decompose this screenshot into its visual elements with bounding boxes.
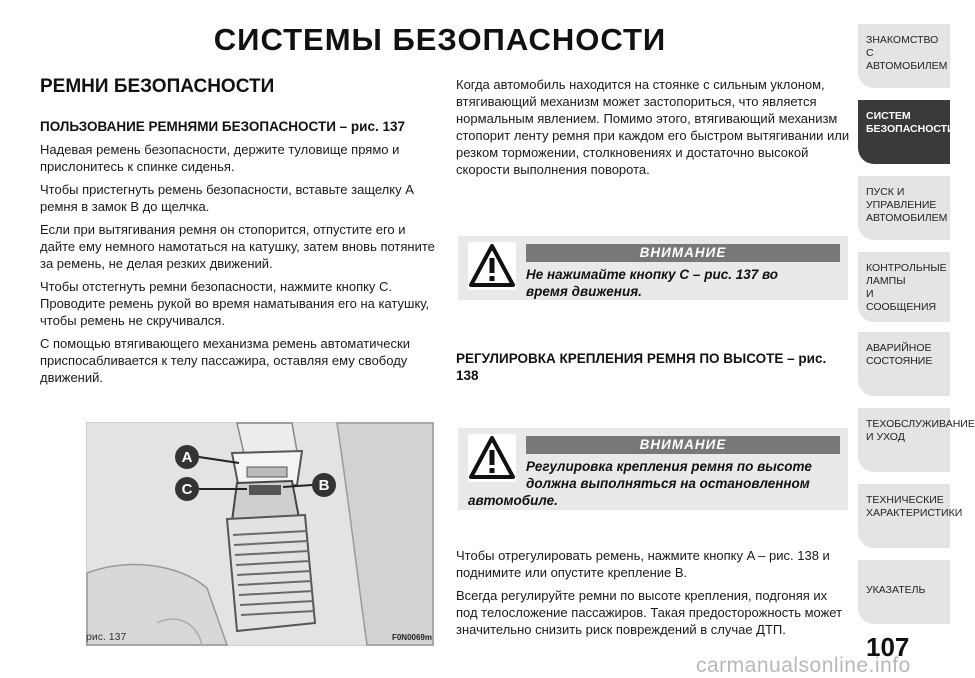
paragraph: Когда автомобиль находится на стоянке с сильным уклоном, втягивающий механизм может застопориться, что является нормальным явлением. Помимо этого, втягивающий механизм стопорит ленту ремня при каждом его быстром вытягивании или резком торможении, столкновениях и достаточно высокой скорости выполнения поворота. — [456, 77, 850, 177]
paragraph: С помощью втягивающего механизма ремень автоматически приспосабливается к телу пассажира, оставляя ему свободу движений. — [40, 336, 410, 385]
watermark: carmanualsonline.info — [696, 654, 911, 677]
figure-code: F0N0069m — [391, 633, 432, 642]
paragraph: Чтобы отрегулировать ремень, нажмите кнопку A – рис. 138 и поднимите или опустите крепление B. — [456, 548, 830, 580]
warning-heading: ВНИМАНИЕ — [526, 436, 840, 454]
label-c: C — [181, 481, 193, 498]
right-subsection — [456, 350, 850, 390]
tab-warning-lights[interactable]: КОНТРОЛЬНЫЕ ЛАМПЫ И СООБЩЕНИЯ — [858, 252, 950, 322]
warning-box — [458, 428, 848, 510]
paragraph: Всегда регулируйте ремни по высоте крепления, подгоняя их под телосложение пассажиров. Такая предосторожность может значительно снизить риск повреждений в случае ДТП. — [456, 588, 843, 637]
warning-text: Не нажимайте кнопку C – рис. 137 во время движения. — [526, 267, 779, 299]
paragraph: Надевая ремень безопасности, держите туловище прямо и прислонитесь к спинке сиденья. — [40, 142, 400, 174]
tab-introduction[interactable]: ЗНАКОМСТВО С АВТОМОБИЛЕМ — [858, 24, 950, 88]
paragraph: Чтобы пристегнуть ремень безопасности, вставьте защелку A ремня в замок B до щелчка. — [40, 182, 414, 214]
tab-emergency[interactable]: АВАРИЙНОЕ СОСТОЯНИЕ — [858, 332, 950, 396]
seatbelt-illustration — [87, 423, 433, 645]
left-column — [40, 76, 440, 392]
warning-heading: ВНИМАНИЕ — [526, 244, 840, 262]
right-column — [456, 76, 850, 184]
tab-starting-driving[interactable]: ПУСК И УПРАВЛЕНИЕ АВТОМОБИЛЕМ — [858, 176, 950, 240]
warning-box — [458, 236, 848, 300]
tab-safety-systems[interactable]: СИСТЕМ БЕЗОПАСНОСТИ — [858, 100, 950, 164]
right-bottom-text — [456, 547, 850, 644]
page-title: СИСТЕМЫ БЕЗОПАСНОСТИ — [213, 22, 667, 57]
figure-caption-text: рис. 137 — [86, 631, 127, 643]
figure-caption — [86, 631, 432, 643]
tab-technical-specs[interactable]: ТЕХНИЧЕСКИЕ ХАРАКТЕРИСТИКИ — [858, 484, 950, 548]
tab-index[interactable]: УКАЗАТЕЛЬ — [858, 560, 950, 624]
paragraph: Если при вытягивания ремня он стопорится, отпустите его и дайте ему немного намотаться на катушку, затем вновь потяните за ремень, не делая резких движений. — [40, 222, 435, 271]
tab-maintenance[interactable]: ТЕХОБСЛУЖИВАНИЕ И УХОД — [858, 408, 950, 472]
label-a: A — [181, 449, 193, 466]
page-number: 107 — [866, 632, 910, 662]
subheading-usage: ПОЛЬЗОВАНИЕ РЕМНЯМИ БЕЗОПАСНОСТИ – рис. 137 — [40, 119, 405, 134]
seatbelt-figure — [86, 422, 434, 646]
section-title: РЕМНИ БЕЗОПАСНОСТИ — [40, 76, 275, 97]
warning-text: Регулировка крепления ремня по высоте должна выполняться на остановленном автомобиле. — [468, 459, 812, 508]
label-b: B — [318, 477, 330, 494]
subheading-height-adjust: РЕГУЛИРОВКА КРЕПЛЕНИЯ РЕМНЯ ПО ВЫСОТЕ – рис. 138 — [456, 351, 827, 383]
paragraph: Чтобы отстегнуть ремни безопасности, нажмите кнопку C. Проводите ремень рукой во время наматывания его на катушку, чтобы ремень не скручивался. — [40, 279, 430, 328]
